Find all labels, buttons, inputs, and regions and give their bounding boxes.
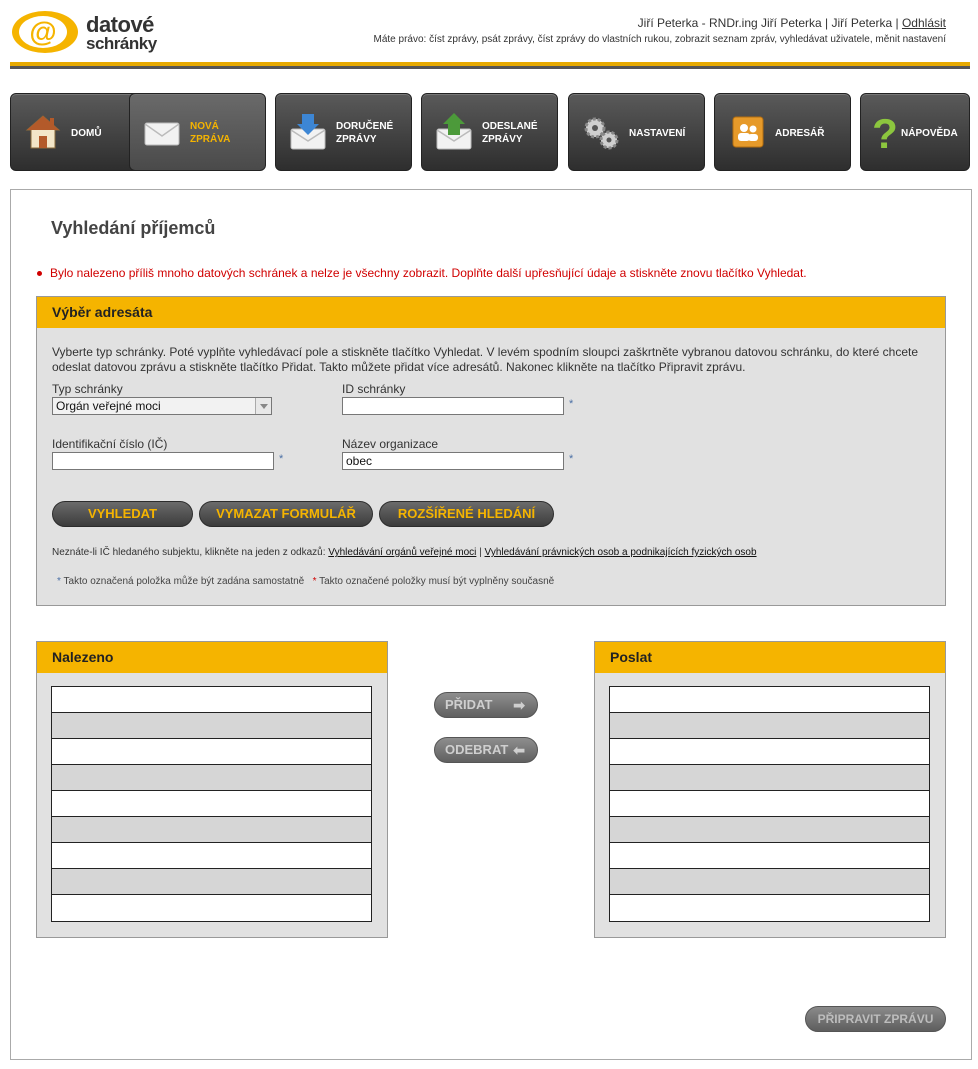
list-item[interactable] [52,895,371,921]
list-item[interactable] [610,687,929,713]
box-type-select[interactable] [52,397,272,415]
add-button-label: PŘIDAT [445,697,493,712]
blue-star-marker: * [569,398,574,410]
id-label: ID schránky [342,382,406,396]
advanced-search-button[interactable]: ROZŠÍŘENÉ HLEDÁNÍ [379,501,554,527]
list-item[interactable] [610,843,929,869]
nav-home-label: DOMŮ [71,127,102,139]
found-list [51,686,372,922]
legend-blue-text: Takto označená položka může být zadána samostatně [63,576,305,587]
list-item[interactable] [52,869,371,895]
page-title: Vyhledání příjemců [51,218,216,238]
field-legend [57,576,554,587]
search-instructions: Vyberte typ schránky. Poté vyplňte vyhledávací pole a stiskněte tlačítko Vyhledat. V levém spodním sloupci zaškrtněte vybranou datovou schránku, do které chcete odeslat datovou zprávu a stiskněte tlačítko Přidat. Takto můžete přidat více adresátů. Nakonec klikněte na tlačítko Připravit zprávu. [52,345,919,374]
list-item[interactable] [52,687,371,713]
new-message-icon [142,112,182,152]
nav-outbox[interactable] [421,93,558,171]
add-button[interactable] [434,692,538,718]
help-icon [865,112,905,152]
links-prefix: Neznáte-li IČ hledaného subjektu, klikněte na jeden z odkazů: [52,547,329,558]
send-panel [594,641,946,938]
send-panel-title: Poslat [595,642,945,673]
logout-link[interactable]: Odhlásit [901,16,946,30]
chevron-down-icon [255,398,271,414]
nav-address-book[interactable] [714,93,851,171]
list-item[interactable] [610,869,929,895]
nav-inbox-label: DORUČENÉ ZPRÁVY [336,121,394,145]
remove-button[interactable] [434,737,538,763]
gears-icon [581,112,621,152]
legend-red-text: Takto označené položky musí být vyplněny současně [319,576,555,587]
list-item[interactable] [52,791,371,817]
legal-persons-link[interactable]: Vyhledávání právnických osob a podnikajících fyzických osob [484,547,757,558]
prepare-message-button[interactable]: PŘIPRAVIT ZPRÁVU [805,1006,946,1032]
home-icon [23,112,63,152]
lookup-links [52,547,757,558]
datove-schranky-logo[interactable] [10,8,170,58]
blue-star-marker: * [569,453,574,465]
error-text: Bylo nalezeno příliš mnoho datových schránek a nelze je všechny zobrazit. Doplňte další upřesňující údaje a stiskněte znovu tlačítko Vyhledat. [50,266,807,280]
user-info [638,16,946,30]
list-item[interactable] [610,765,929,791]
nav-address-book-label: ADRESÁŘ [775,127,825,139]
list-item[interactable] [52,713,371,739]
remove-button-label: ODEBRAT [445,742,509,757]
list-item[interactable] [52,817,371,843]
user-rights: Máte právo: číst zprávy, psát zprávy, číst zprávy do vlastních rukou, zobrazit seznam zpráv, vyhledávat uživatele, měnit nastavení [373,34,946,45]
nav-inbox[interactable] [275,93,412,171]
svg-text:@: @ [29,16,57,47]
list-item[interactable] [52,739,371,765]
found-panel-title: Nalezeno [37,642,387,673]
svg-text:?: ? [872,112,898,152]
list-item[interactable] [610,817,929,843]
org-name-label: Název organizace [342,437,439,451]
found-panel [36,641,388,938]
box-type-value: Orgán veřejné moci [56,399,161,413]
logo-text-line1: datové [86,12,154,37]
error-message [37,266,807,280]
list-item[interactable] [610,791,929,817]
link-separator: | [476,547,485,558]
org-name-input[interactable]: obec [342,452,564,470]
nav-home[interactable] [10,93,147,171]
send-list [609,686,930,922]
list-item[interactable] [610,739,929,765]
recipient-search-panel [36,296,946,606]
inbox-icon [288,112,328,152]
error-bullet-icon [37,271,42,276]
main-navigation [10,93,970,171]
clear-form-button[interactable]: VYMAZAT FORMULÁŘ [199,501,373,527]
nav-new-message-label: NOVÁ ZPRÁVA [190,121,231,145]
list-item[interactable] [610,713,929,739]
nav-settings-label: NASTAVENÍ [629,127,686,139]
public-authorities-link[interactable]: Vyhledávání orgánů veřejné moci [328,547,477,558]
nav-new-message[interactable] [129,93,266,171]
search-panel-title: Výběr adresáta [37,297,945,328]
main-content [10,189,972,1060]
ico-label: Identifikační číslo (IČ) [52,437,168,451]
arrow-left-icon: ⬅ [513,742,525,758]
nav-settings[interactable] [568,93,705,171]
box-id-input[interactable] [342,397,564,415]
list-item[interactable] [52,765,371,791]
at-sign-logo-icon [10,10,80,54]
blue-star-legend-icon: * [57,576,61,587]
user-names: Jiří Peterka - RNDr.ing Jiří Peterka | Jiří Peterka | [637,16,902,30]
blue-star-marker: * [279,453,284,465]
list-item[interactable] [610,895,929,921]
nav-outbox-label: ODESLANÉ ZPRÁVY [482,121,538,145]
type-label: Typ schránky [52,382,123,396]
ico-input[interactable] [52,452,274,470]
nav-help-label: NÁPOVĚDA [901,127,958,139]
header-divider-dark [10,66,970,69]
red-star-legend-icon: * [312,576,317,587]
search-button[interactable]: VYHLEDAT [52,501,193,527]
outbox-icon [434,112,474,152]
address-book-icon [727,112,767,152]
list-item[interactable] [52,843,371,869]
arrow-right-icon: ➡ [513,697,525,713]
logo-text-line2: schránky [86,34,157,53]
nav-help[interactable] [860,93,970,171]
